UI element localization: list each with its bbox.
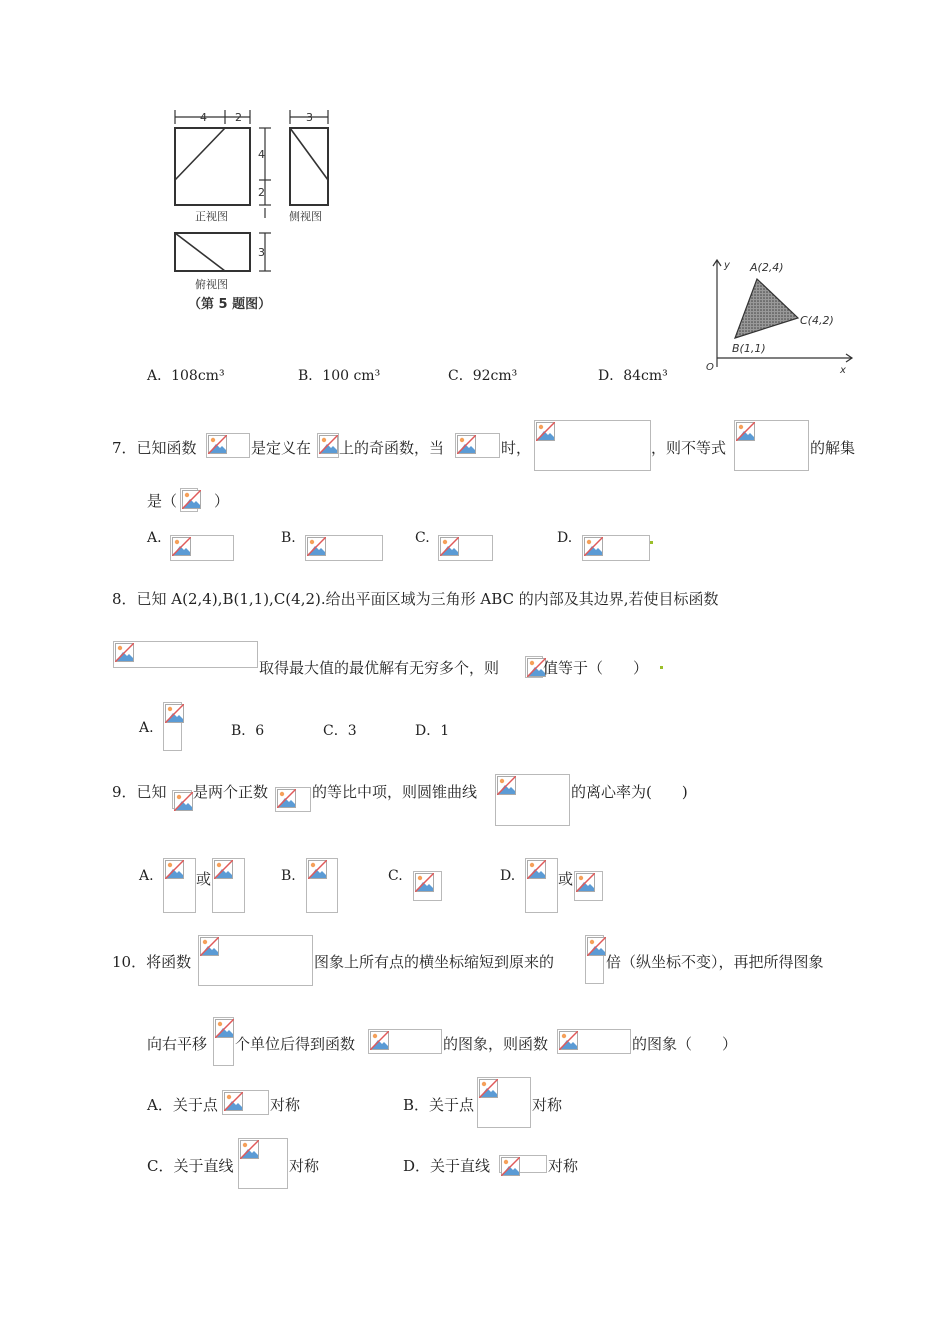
broken-image-icon	[574, 871, 603, 901]
q7-option-a: A.	[147, 530, 162, 546]
broken-image-icon	[525, 858, 558, 913]
broken-image-icon	[113, 641, 258, 668]
broken-image-icon	[198, 935, 313, 986]
broken-image-icon	[170, 535, 234, 561]
broken-image-icon	[495, 774, 570, 826]
broken-image-icon	[222, 1090, 269, 1115]
broken-image-icon	[180, 488, 198, 512]
decorative-dot	[650, 541, 653, 544]
q10-text-2: 图象上所有点的横坐标缩短到原来的	[314, 953, 555, 971]
broken-image-icon	[525, 656, 543, 678]
broken-image-icon	[499, 1155, 547, 1173]
fig5-label-front: 正视图	[195, 210, 228, 223]
q9-text-4: 的离心率为( )	[571, 783, 688, 801]
q10-text-1: 10．将函数	[112, 953, 192, 971]
broken-image-icon	[317, 433, 339, 458]
point-b-label: B(1,1)	[732, 342, 766, 355]
q7-option-b: B.	[281, 530, 296, 546]
broken-image-icon	[212, 858, 245, 913]
q7-text-3: 上的奇函数，当	[339, 439, 445, 457]
fig5-label-top: 俯视图	[195, 278, 228, 291]
q10-option-c: C．关于直线	[147, 1157, 234, 1175]
fig5-dim-bottom-right: 3	[258, 246, 265, 259]
q6-option-b: B．100 cm³	[298, 368, 381, 384]
q9-option-a: A.	[139, 868, 154, 884]
fig5-dim-right-upper: 4	[258, 148, 265, 161]
axis-y-label: y	[724, 260, 730, 271]
fig5-label-side: 侧视图	[289, 210, 322, 223]
q9-option-d: D.	[500, 868, 516, 884]
q8-text-2: 取得最大值的最优解有无穷多个，则	[259, 659, 500, 677]
q10-text-3: 倍（纵坐标不变），再把所得图象	[606, 953, 824, 971]
broken-image-icon	[455, 433, 500, 458]
broken-image-icon	[368, 1029, 442, 1054]
q7-option-c: C.	[415, 530, 430, 546]
q7-text-8: ）	[214, 492, 230, 510]
fig5-dim-right-lower: 2	[258, 186, 265, 199]
q7-text-5: ，则不等式	[651, 439, 727, 457]
fig5-dim-top-left: 4	[200, 111, 207, 124]
q8-option-b: B．6	[231, 723, 265, 739]
q8-line-1: 8．已知 A(2,4),B(1,1),C(4,2).给出平面区域为三角形 ABC 的内部及其边界,若使目标函数	[112, 590, 719, 608]
origin-label: O	[706, 362, 714, 373]
q10-option-c-end: 对称	[289, 1157, 320, 1175]
broken-image-icon	[213, 1017, 234, 1066]
broken-image-icon	[163, 858, 196, 913]
q10-option-a: A．关于点	[147, 1096, 218, 1114]
triangle-abc	[735, 279, 798, 338]
q10-text-7: 的图象（ ）	[632, 1035, 738, 1053]
q6-option-d: D．84cm³	[598, 368, 668, 384]
broken-image-icon	[477, 1077, 531, 1128]
q10-option-b: B．关于点	[403, 1096, 475, 1114]
broken-image-icon	[275, 787, 311, 812]
q9-text-3: 的等比中项，则圆锥曲线	[312, 783, 478, 801]
broken-image-icon	[172, 790, 192, 809]
broken-image-icon	[534, 420, 651, 471]
fig5-dim-top-right: 2	[235, 111, 242, 124]
broken-image-icon	[206, 433, 250, 458]
broken-image-icon	[557, 1029, 631, 1054]
q7-option-d: D.	[557, 530, 573, 546]
q10-option-d-end: 对称	[548, 1157, 579, 1175]
broken-image-icon	[163, 702, 182, 751]
q7-text-1: 7．已知函数	[112, 439, 197, 457]
broken-image-icon	[734, 420, 809, 471]
q10-text-5: 个单位后得到函数	[235, 1035, 356, 1053]
broken-image-icon	[438, 535, 493, 561]
broken-image-icon	[413, 871, 442, 901]
fig5-caption: （第 5 题图）	[188, 297, 272, 312]
q7-text-2: 是定义在	[251, 439, 312, 457]
broken-image-icon	[306, 858, 338, 913]
q8-option-a: A.	[139, 720, 154, 736]
q9-option-a-or: 或	[196, 870, 212, 888]
q9-option-d-or: 或	[558, 870, 574, 888]
q6-option-c: C．92cm³	[448, 368, 518, 384]
triangle-figure	[700, 252, 860, 377]
q10-text-6: 的图象，则函数	[443, 1035, 549, 1053]
q10-option-a-end: 对称	[270, 1096, 301, 1114]
q9-text-1: 9．已知	[112, 783, 167, 801]
axis-x-label: x	[840, 365, 846, 376]
q7-text-6: 的解集	[810, 439, 856, 457]
q9-option-b: B.	[281, 868, 296, 884]
three-view-figure	[150, 100, 340, 320]
point-a-label: A(2,4)	[750, 261, 784, 274]
q10-option-d: D．关于直线	[403, 1157, 491, 1175]
q8-option-d: D．1	[415, 723, 450, 739]
decorative-dot	[660, 666, 663, 669]
q6-option-a: A．108cm³	[147, 368, 225, 384]
broken-image-icon	[305, 535, 383, 561]
q8-text-3: 值等于（ ）	[543, 659, 649, 677]
q7-text-4: 时，	[501, 439, 532, 457]
q7-text-7: 是（	[147, 492, 178, 510]
q10-text-4: 向右平移	[147, 1035, 208, 1053]
q9-option-c: C.	[388, 868, 403, 884]
broken-image-icon	[238, 1138, 288, 1189]
q10-option-b-end: 对称	[532, 1096, 563, 1114]
q8-option-c: C．3	[323, 723, 357, 739]
broken-image-icon	[582, 535, 650, 561]
q9-text-2: 是两个正数	[193, 783, 269, 801]
broken-image-icon	[585, 935, 604, 984]
point-c-label: C(4,2)	[800, 314, 834, 327]
fig5-dim-side-top: 3	[306, 111, 313, 124]
